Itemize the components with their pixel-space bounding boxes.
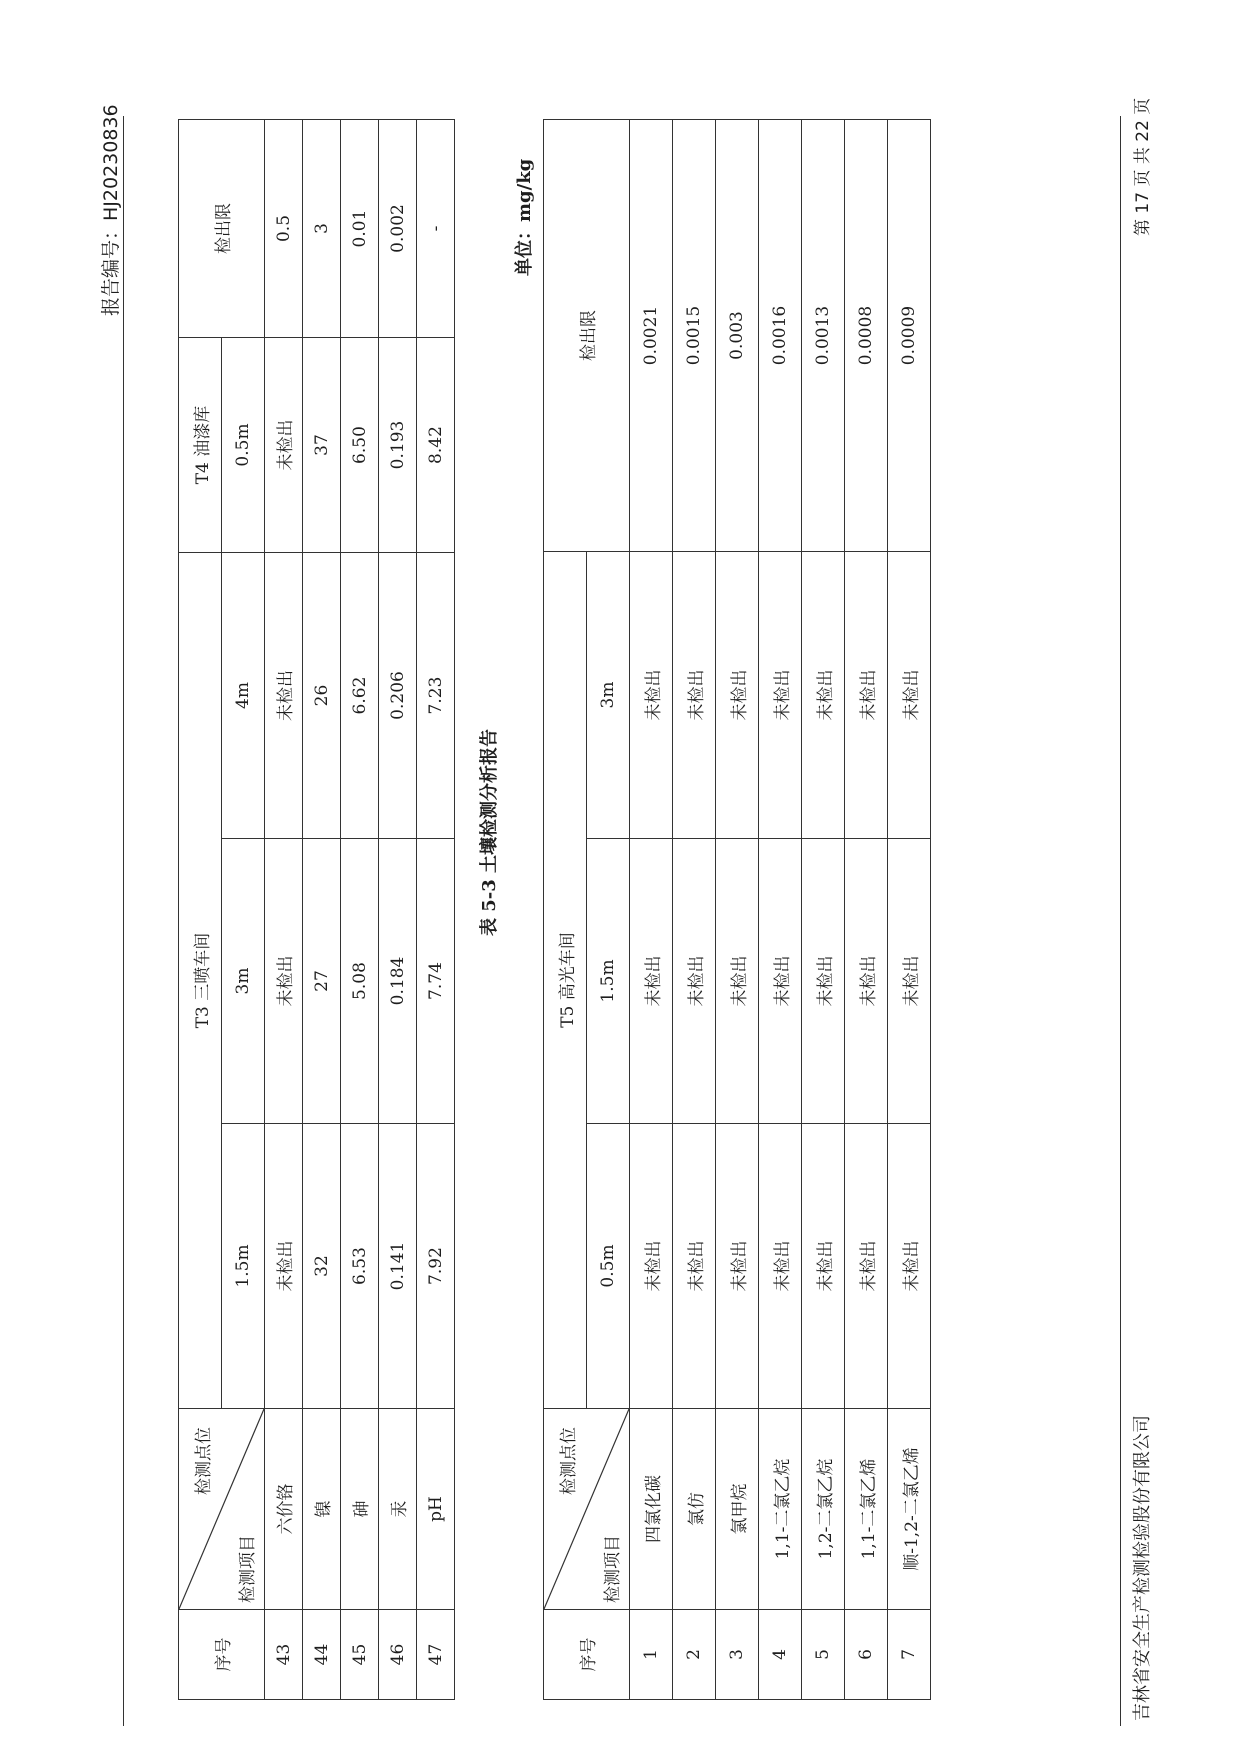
group-header-t4: T4 油漆库 [179, 338, 222, 553]
item-cell: 砷 [341, 1409, 379, 1610]
group-header-t5: T5 高光车间 [544, 552, 587, 1409]
value-cell: 6.62 [341, 553, 379, 839]
header-rule [123, 116, 124, 1726]
value-cell: 7.23 [417, 553, 455, 839]
col-seq-header: 序号 [179, 1610, 265, 1700]
col-point-header: 检测点位 [194, 1427, 214, 1495]
table2-body [630, 120, 931, 1700]
diagonal-header-cell [544, 1409, 630, 1610]
item-cell: 1,1-二氯乙烯 [845, 1409, 888, 1610]
item-cell: 六价铬 [265, 1409, 303, 1610]
depth-header: 3m [587, 552, 630, 839]
depth-header: 0.5m [587, 1124, 630, 1409]
item-cell: 氯甲烷 [716, 1409, 759, 1610]
limit-cell: - [417, 120, 455, 338]
table-row [673, 120, 716, 1700]
table-row [845, 120, 888, 1700]
value-cell: 7.92 [417, 1124, 455, 1409]
table-row [265, 120, 303, 1700]
seq-cell: 5 [802, 1610, 845, 1700]
value-cell: 未检出 [630, 1124, 673, 1409]
table-row [759, 120, 802, 1700]
limit-cell: 0.002 [379, 120, 417, 338]
page-number: 第 17 页 共 22 页 [1133, 97, 1153, 236]
limit-cell: 0.0013 [802, 120, 845, 552]
value-cell: 未检出 [673, 1124, 716, 1409]
value-cell: 6.50 [341, 338, 379, 553]
unit-label: 单位：mg/kg [514, 158, 535, 276]
value-cell: 未检出 [802, 1124, 845, 1409]
depth-header: 3m [222, 839, 265, 1124]
value-cell: 未检出 [759, 552, 802, 839]
item-cell: 顺-1,2-二氯乙烯 [888, 1409, 931, 1610]
seq-cell: 43 [265, 1610, 303, 1700]
value-cell: 0.193 [379, 338, 417, 553]
value-cell: 未检出 [716, 552, 759, 839]
item-cell: 氯仿 [673, 1409, 716, 1610]
value-cell: 未检出 [802, 839, 845, 1124]
limit-cell: 0.0009 [888, 120, 931, 552]
table-heavy-metals [178, 119, 455, 1700]
col-item-header: 检测项目 [603, 1535, 623, 1603]
table-row [341, 120, 379, 1700]
value-cell: 未检出 [759, 839, 802, 1124]
item-cell: 1,2-二氯乙烷 [802, 1409, 845, 1610]
value-cell: 27 [303, 839, 341, 1124]
limit-cell: 0.5 [265, 120, 303, 338]
col-item-header: 检测项目 [238, 1535, 258, 1603]
value-cell: 未检出 [673, 552, 716, 839]
col-limit-header: 检出限 [544, 120, 630, 552]
limit-cell: 0.003 [716, 120, 759, 552]
value-cell: 未检出 [802, 552, 845, 839]
col-limit-header: 检出限 [179, 120, 265, 338]
depth-header: 1.5m [587, 839, 630, 1124]
table-row [630, 120, 673, 1700]
table-row [417, 120, 455, 1700]
value-cell: 未检出 [265, 839, 303, 1124]
seq-cell: 44 [303, 1610, 341, 1700]
value-cell: 8.42 [417, 338, 455, 553]
value-cell: 未检出 [759, 1124, 802, 1409]
group-header-t3: T3 三喷车间 [179, 553, 222, 1409]
value-cell: 未检出 [888, 552, 931, 839]
value-cell: 未检出 [716, 839, 759, 1124]
item-cell: 镍 [303, 1409, 341, 1610]
value-cell: 未检出 [845, 839, 888, 1124]
value-cell: 未检出 [265, 338, 303, 553]
value-cell: 0.206 [379, 553, 417, 839]
col-point-header: 检测点位 [559, 1427, 579, 1495]
report-number: 报告编号：HJ20230836 [100, 104, 122, 316]
value-cell: 未检出 [265, 553, 303, 839]
limit-cell: 0.0021 [630, 120, 673, 552]
limit-cell: 3 [303, 120, 341, 338]
item-cell: 1,1-二氯乙烷 [759, 1409, 802, 1610]
company-name: 吉林省安全生产检测检验股份有限公司 [1132, 1415, 1153, 1721]
table-row [802, 120, 845, 1700]
value-cell: 未检出 [630, 839, 673, 1124]
table1-body [265, 120, 455, 1700]
value-cell: 未检出 [845, 552, 888, 839]
item-cell: pH [417, 1409, 455, 1610]
seq-cell: 1 [630, 1610, 673, 1700]
depth-header: 1.5m [222, 1124, 265, 1409]
limit-cell: 0.0008 [845, 120, 888, 552]
seq-cell: 4 [759, 1610, 802, 1700]
table-title: 表 5-3 土壤检测分析报告 [479, 728, 500, 936]
seq-cell: 7 [888, 1610, 931, 1700]
table-row [303, 120, 341, 1700]
value-cell: 0.184 [379, 839, 417, 1124]
value-cell: 26 [303, 553, 341, 839]
value-cell: 未检出 [673, 839, 716, 1124]
seq-cell: 6 [845, 1610, 888, 1700]
value-cell: 未检出 [630, 552, 673, 839]
depth-header: 4m [222, 553, 265, 839]
limit-cell: 0.01 [341, 120, 379, 338]
value-cell: 6.53 [341, 1124, 379, 1409]
table-voc [543, 119, 931, 1700]
seq-cell: 47 [417, 1610, 455, 1700]
value-cell: 未检出 [265, 1124, 303, 1409]
seq-cell: 46 [379, 1610, 417, 1700]
value-cell: 7.74 [417, 839, 455, 1124]
value-cell: 0.141 [379, 1124, 417, 1409]
table-row [379, 120, 417, 1700]
seq-cell: 45 [341, 1610, 379, 1700]
item-cell: 四氯化碳 [630, 1409, 673, 1610]
diagonal-header-cell [179, 1409, 265, 1610]
value-cell: 未检出 [845, 1124, 888, 1409]
limit-cell: 0.0016 [759, 120, 802, 552]
value-cell: 未检出 [888, 839, 931, 1124]
seq-cell: 3 [716, 1610, 759, 1700]
limit-cell: 0.0015 [673, 120, 716, 552]
footer-rule [1120, 116, 1121, 1726]
depth-header: 0.5m [222, 338, 265, 553]
table-row [888, 120, 931, 1700]
col-seq-header: 序号 [544, 1610, 630, 1700]
seq-cell: 2 [673, 1610, 716, 1700]
value-cell: 37 [303, 338, 341, 553]
value-cell: 32 [303, 1124, 341, 1409]
value-cell: 5.08 [341, 839, 379, 1124]
value-cell: 未检出 [888, 1124, 931, 1409]
item-cell: 汞 [379, 1409, 417, 1610]
table-row [716, 120, 759, 1700]
value-cell: 未检出 [716, 1124, 759, 1409]
